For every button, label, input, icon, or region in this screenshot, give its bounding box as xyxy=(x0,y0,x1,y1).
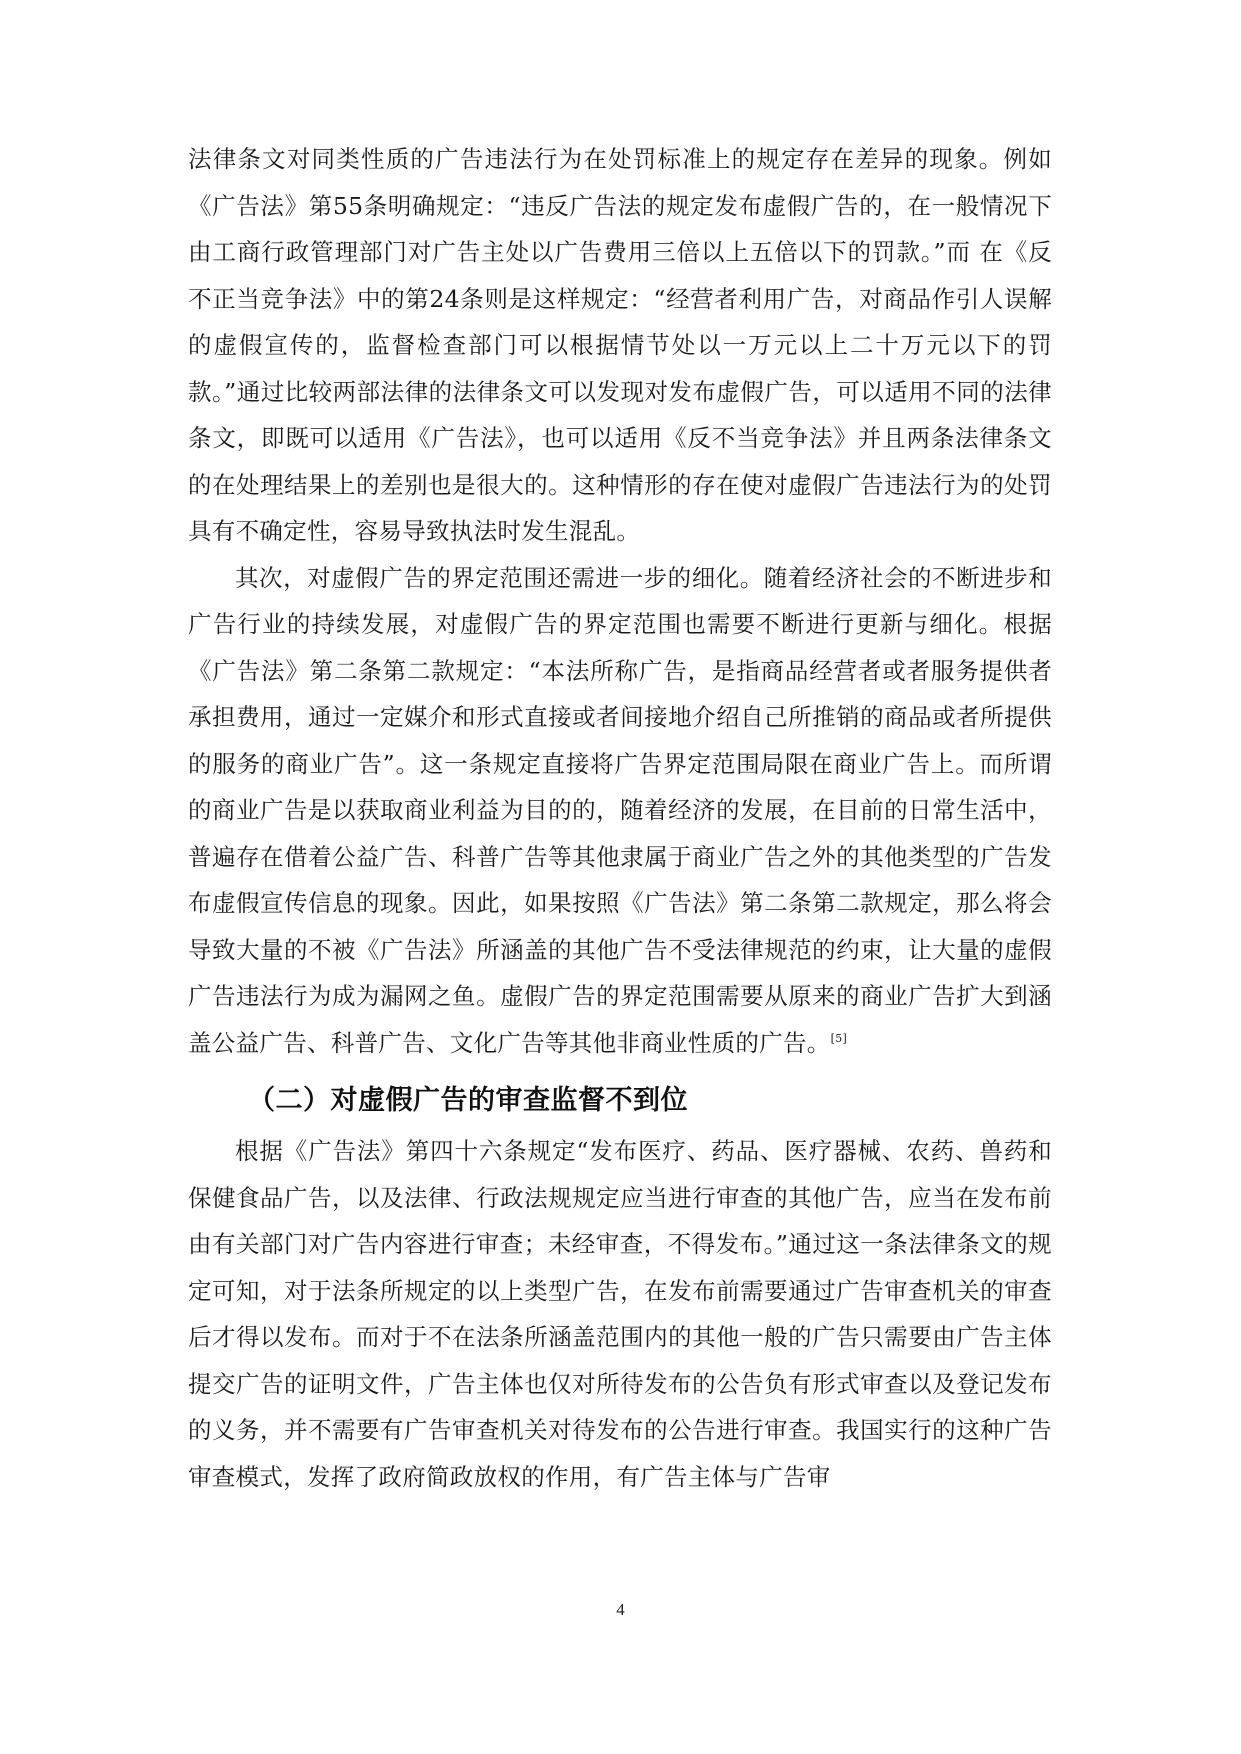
document-body xyxy=(188,136,1052,1500)
paragraph-3 xyxy=(188,1128,1052,1500)
paragraph-2 xyxy=(188,555,1052,1067)
section-heading: （二）对虚假广告的审查监督不到位 xyxy=(248,1085,688,1116)
paragraph-1-text: 法律条文对同类性质的广告违法行为在处罚标准上的规定存在差异的现象。例如《广告法》第55条明确规定：“违反广告法的规定发布虚假广告的，在一般情况下由工商行政管理部门对广告主处以广告费用三倍以上五倍以下的罚款。”而 在《反不正当竞争法》中的第24条则是这样规定：“经营者利用广告，对商品作引人误解的虚假宣传的，监督检查部门可以根据情节处以一万元以上二十万元以下的罚款。”通过比较两部法律的法律条文可以发现对发布虚假广告，可以适用不同的法律条文，即既可以适用《广告法》，也可以适用《反不当竞争法》并且两条法律条文的在处理结果上的差别也是很大的。这种情形的存在使对虚假广告违法行为的处罚具有不确定性，容易导致执法时发生混乱。 xyxy=(188,145,1052,545)
paragraph-2-text: 其次，对虚假广告的界定范围还需进一步的细化。随着经济社会的不断进步和广告行业的持续发展，对虚假广告的界定范围也需要不断进行更新与细化。根据《广告法》第二条第二款规定：“本法所称广告，是指商品经营者或者服务提供者承担费用，通过一定媒介和形式直接或者间接地介绍自己所推销的商品或者所提供的服务的商业广告”。这一条规定直接将广告界定范围局限在商业广告上。而所谓的商业广告是以获取商业利益为目的的，随着经济的发展，在目前的日常生活中，普遍存在借着公益广告、科普广告等其他隶属于商业广告之外的其他类型的广告发布虚假宣传信息的现象。因此，如果按照《广告法》第二条第二款规定，那么将会导致大量的不被《广告法》所涵盖的其他广告不受法律规范的约束，让大量的虚假广告违法行为成为漏网之鱼。虚假广告的界定范围需要从原来的商业广告扩大到涵盖公益广告、科普广告、文化广告等其他非商业性质的广告。 xyxy=(188,563,1052,1057)
citation-reference: [5] xyxy=(830,1031,848,1045)
paragraph-1 xyxy=(188,136,1052,555)
paragraph-3-text: 根据《广告法》第四十六条规定“发布医疗、药品、医疗器械、农药、兽药和保健食品广告，以及法律、行政法规规定应当进行审查的其他广告，应当在发布前由有关部门对广告内容进行审查；未经审查，不得发布。”通过这一条法律条文的规定可知，对于法条所规定的以上类型广告，在发布前需要通过广告审查机关的审查后才得以发布。而对于不在法条所涵盖范围内的其他一般的广告只需要由广告主体提交广告的证明文件，广告主体也仅对所待发布的公告负有形式审查以及登记发布的义务，并不需要有广告审查机关对待发布的公告进行审查。我国实行的这种广告审查模式，发挥了政府简政放权的作用，有广告主体与广告审 xyxy=(188,1137,1052,1491)
page-number: 4 xyxy=(616,1600,625,1619)
